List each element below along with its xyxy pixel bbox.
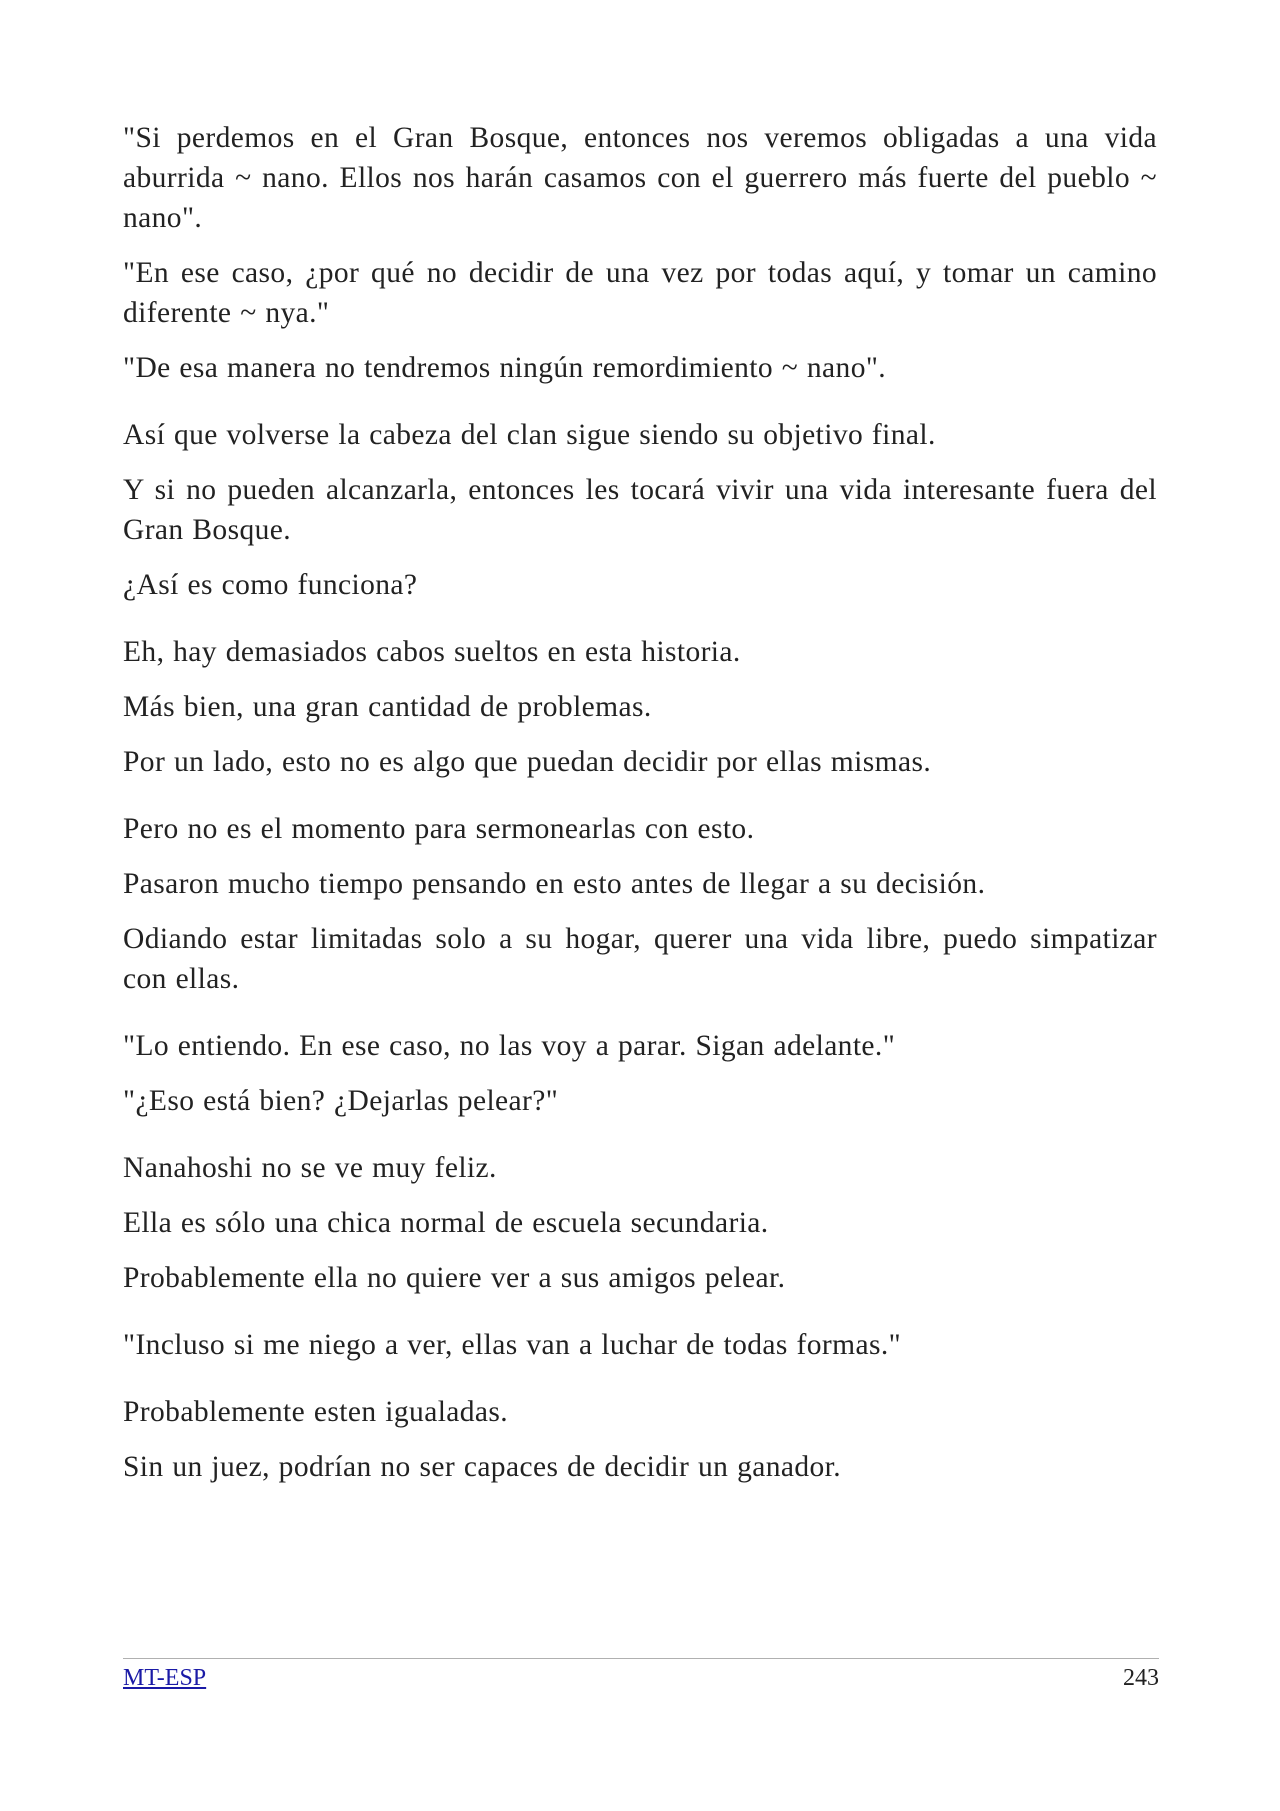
paragraph-11: Pasaron mucho tiempo pensando en esto antes de llegar a su decisión. [123,868,986,900]
paragraph-20: Sin un juez, podrían no ser capaces de decidir un ganador. [123,1451,842,1483]
paragraph-16: Ella es sólo una chica normal de escuela secundaria. [123,1207,769,1239]
paragraph-4: Así que volverse la cabeza del clan sigue siendo su objetivo final. [123,419,936,451]
paragraph-2: "En ese caso, ¿por qué no decidir de una vez por todas aquí, y tomar un camino diferente ~ nya." [123,257,1157,329]
paragraph-8: Más bien, una gran cantidad de problemas. [123,691,652,723]
paragraph-1: "Si perdemos en el Gran Bosque, entonces nos veremos obligadas a una vida aburrida ~ nano. Ellos nos harán casamos con el guerrero más fuerte del pueblo ~ nano". [123,122,1157,234]
paragraph-10: Pero no es el momento para sermonearlas con esto. [123,813,755,845]
footer-link-mt-esp[interactable]: MT-ESP [123,1665,207,1691]
page-number: 243 [1123,1665,1159,1691]
paragraph-6: ¿Así es como funciona? [123,569,418,601]
page-body [123,118,1157,1502]
paragraph-19: Probablemente esten igualadas. [123,1396,509,1428]
paragraph-13: "Lo entiendo. En ese caso, no las voy a parar. Sigan adelante." [123,1030,896,1062]
page-footer [123,1658,1159,1693]
paragraph-9: Por un lado, esto no es algo que puedan decidir por ellas mismas. [123,746,932,778]
paragraph-15: Nanahoshi no se ve muy feliz. [123,1152,497,1184]
paragraph-14: "¿Eso está bien? ¿Dejarlas pelear?" [123,1085,559,1117]
paragraph-5: Y si no pueden alcanzarla, entonces les tocará vivir una vida interesante fuera del Gran Bosque. [123,474,1157,546]
paragraph-17: Probablemente ella no quiere ver a sus amigos pelear. [123,1262,786,1294]
paragraph-7: Eh, hay demasiados cabos sueltos en esta historia. [123,636,741,668]
paragraph-12: Odiando estar limitadas solo a su hogar, querer una vida libre, puedo simpatizar con ellas. [123,923,1157,995]
paragraph-3: "De esa manera no tendremos ningún remordimiento ~ nano". [123,352,887,384]
paragraph-18: "Incluso si me niego a ver, ellas van a luchar de todas formas." [123,1329,902,1361]
